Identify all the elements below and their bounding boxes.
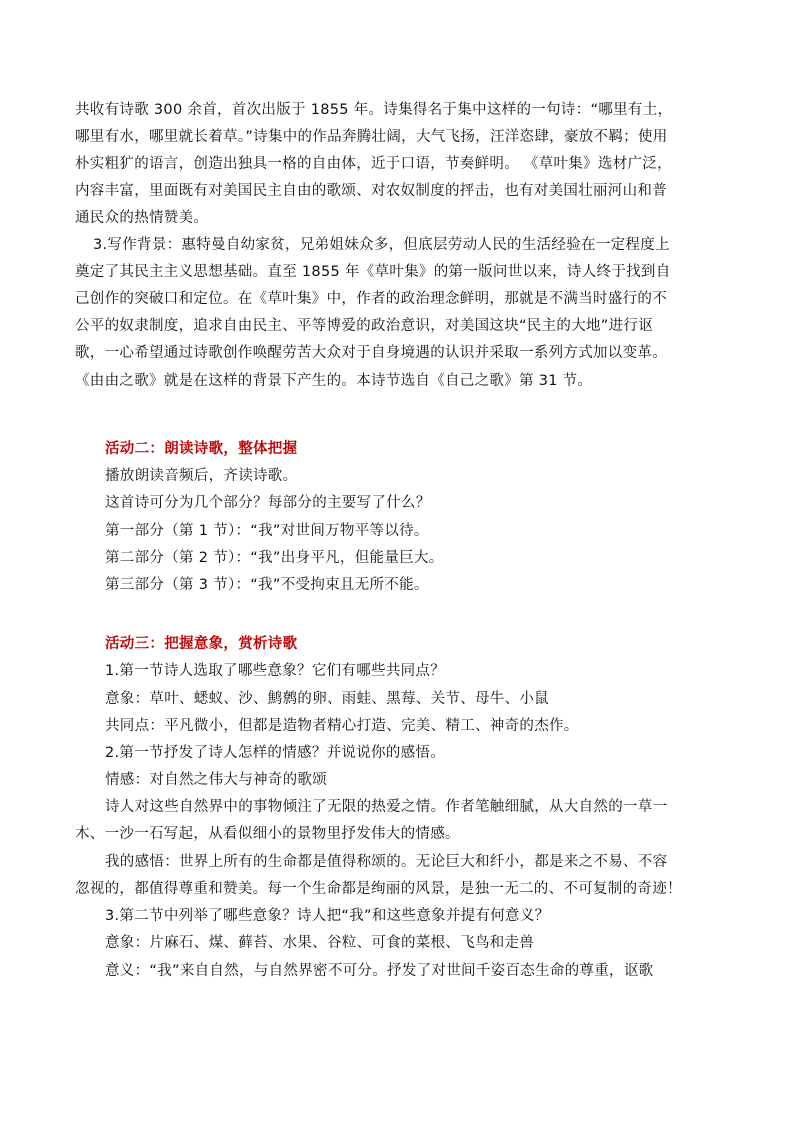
activity3-q3-imagery: 意象：片麻石、煤、藓苔、水果、谷粒、可食的菜根、飞鸟和走兽 — [105, 935, 535, 951]
intro-line-3: 朴实粗犷的语言，创造出独具一格的自由体，近于口语，节奏鲜明。 《草叶集》选材广泛， — [75, 156, 672, 172]
intro-line-4: 内容丰富，里面既有对美国民主自由的歌颂、对农奴制度的抨击，也有对美国壮丽河山和普 — [75, 183, 667, 199]
activity3-poet-line-2: 木、一沙一石写起，从看似细小的景物里抒发伟大的情感。 — [75, 826, 460, 842]
activity3-feeling-line-2: 忽视的，都值得尊重和赞美。每一个生命都是绚丽的风景，是独一无二的、不可复制的奇迹！ — [75, 881, 682, 897]
activity3-q3-meaning: 意义：“我”来自自然，与自然界密不可分。抒发了对世间千姿百态生命的尊重，讴歌 — [105, 963, 654, 979]
intro-line-5: 通民众的热情赞美。 — [75, 210, 209, 226]
activity2-line-5: 第三部分（第 3 节）：“我”不受拘束且无所不能。 — [105, 577, 429, 593]
background-line-5: 歌，一心希望通过诗歌创作唤醒劳苦大众对于自身境遇的认识并采取一系列方式加以变革。 — [75, 345, 667, 361]
activity2-line-1: 播放朗读音频后，齐读诗歌。 — [105, 468, 298, 484]
intro-line-2: 哪里有水，哪里就长着草。”诗集中的作品奔腾壮阔，大气飞扬，汪洋恣肆，豪放不羁；使用 — [75, 129, 668, 145]
activity3-q1-imagery: 意象：草叶、蟋蚁、沙、鹪鹩的卵、雨蛙、黑莓、关节、母牛、小鼠 — [105, 691, 549, 707]
activity3-q1: 1.第一节诗人选取了哪些意象？它们有哪些共同点？ — [105, 663, 446, 679]
activity3-q3: 3.第二节中列举了哪些意象？诗人把“我”和这些意象并提有何意义？ — [105, 908, 550, 924]
background-line-4: 公平的奴隶制度，追求自由民主、平等博爱的政治意识，对美国这块“民主的大地”进行讴 — [75, 318, 654, 334]
background-line-3: 己创作的突破口和定位。在《草叶集》中，作者的政治理念鲜明，那就是不满当时盛行的不 — [75, 291, 667, 307]
background-line-1: 3.写作背景：惠特曼自幼家贫，兄弟姐妹众多，但底层劳动人民的生活经验在一定程度上 — [93, 237, 670, 253]
activity2-line-4: 第二部分（第 2 节）：“我”出身平凡，但能量巨大。 — [105, 550, 444, 566]
background-line-6: 《由由之歌》就是在这样的背景下产生的。本诗节选自《自己之歌》第 31 节。 — [75, 373, 593, 389]
activity3-poet-line-1: 诗人对这些自然界中的事物倾注了无限的热爱之情。作者笔触细腻，从大自然的一草一 — [105, 799, 668, 815]
background-line-2: 奠定了其民主主义思想基础。直至 1855 年《草叶集》的第一版问世以来，诗人终于找到自 — [75, 264, 671, 280]
activity3-feeling-line-1: 我的感悟：世界上所有的生命都是值得称颂的。无论巨大和纤小，都是来之不易、不容 — [105, 854, 668, 870]
activity3-q2-emotion: 情感：对自然之伟大与神奇的歌颂 — [105, 772, 327, 788]
activity3-q1-common: 共同点：平凡微小，但都是造物者精心打造、完美、精工、神奇的杰作。 — [105, 718, 579, 734]
activity2-line-2: 这首诗可分为几个部分？每部分的主要写了什么？ — [105, 495, 431, 511]
activity3-q2: 2.第一节抒发了诗人怎样的情感？并说说你的感悟。 — [105, 745, 446, 761]
intro-line-1: 共收有诗歌 300 余首，首次出版于 1855 年。诗集得名于集中这样的一句诗：“哪里有土， — [75, 102, 673, 118]
activity3-heading: 活动三：把握意象，赏析诗歌 — [105, 636, 298, 652]
activity2-line-3: 第一部分（第 1 节）：“我”对世间万物平等以待。 — [105, 523, 429, 539]
activity2-heading: 活动二：朗读诗歌，整体把握 — [105, 441, 298, 457]
